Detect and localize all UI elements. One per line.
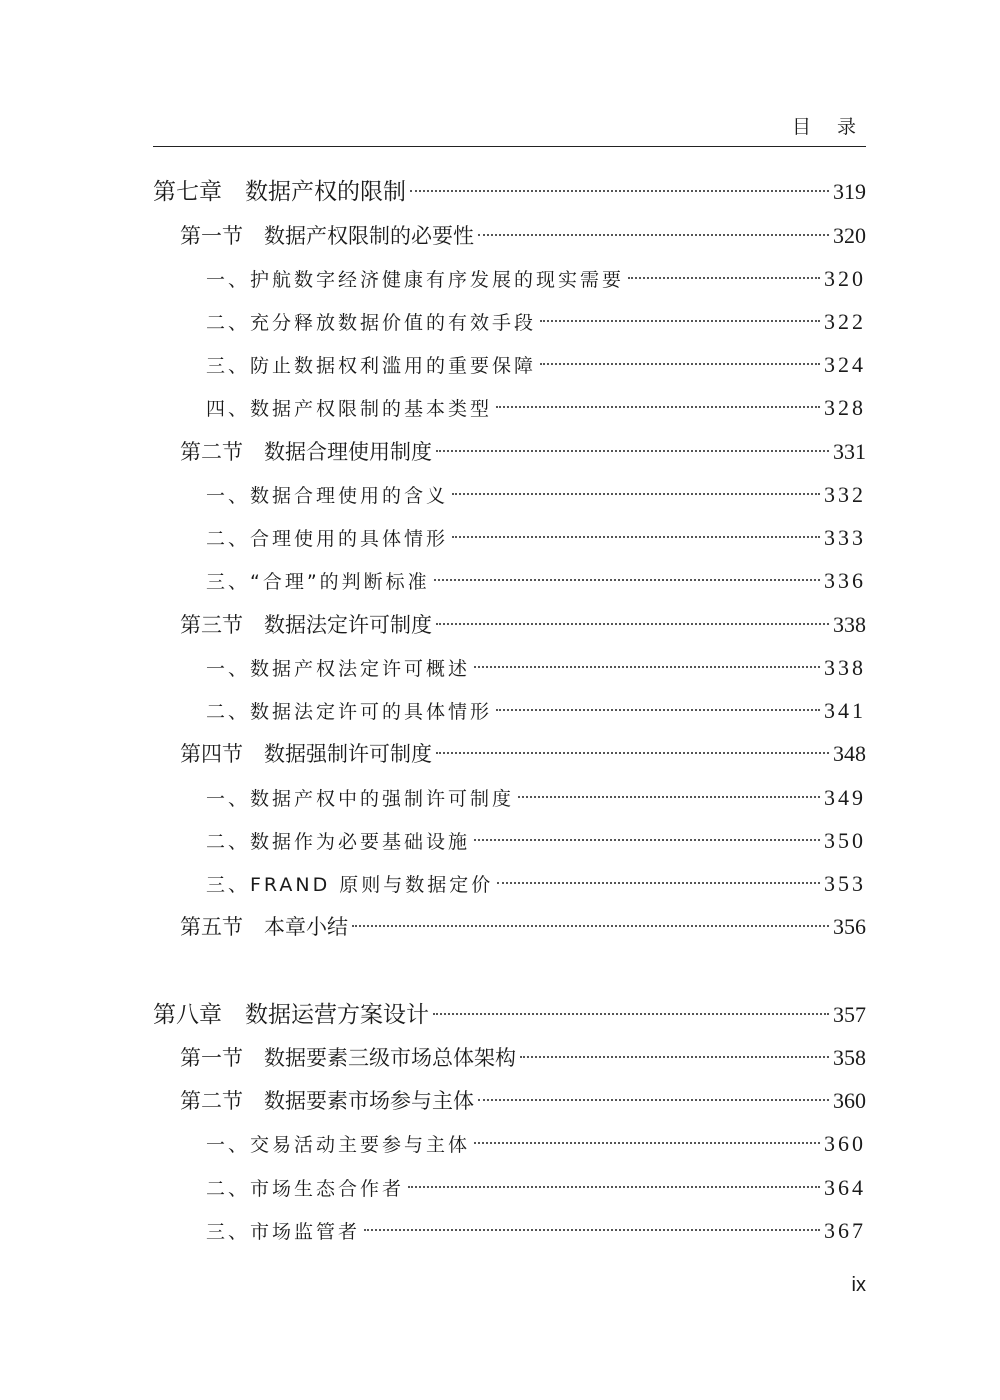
dot-leader <box>436 752 829 754</box>
toc-entry-page-number: 338 <box>824 655 866 680</box>
toc-item-entry <box>206 1213 866 1249</box>
toc-entry-page-number: 333 <box>824 525 866 550</box>
dot-leader <box>352 925 829 927</box>
toc-entry-page-number: 336 <box>824 568 866 593</box>
dot-leader <box>478 1099 829 1101</box>
dot-leader <box>410 190 829 192</box>
toc-item-entry <box>206 477 866 513</box>
toc-entry-page-number: 338 <box>833 612 866 637</box>
toc-entry-page-number: 349 <box>824 785 866 810</box>
toc-section-entry <box>180 1083 866 1119</box>
toc-item-entry <box>206 650 866 686</box>
dot-leader <box>540 320 820 322</box>
toc-chapter-entry <box>153 997 866 1033</box>
toc-entry-page-number: 357 <box>833 1002 866 1027</box>
toc-entry-title: 第三节 数据法定许可制度 <box>180 613 432 637</box>
dot-leader <box>436 623 829 625</box>
toc-section-entry <box>180 607 866 643</box>
toc-entry-title: 一、交易活动主要参与主体 <box>206 1134 471 1156</box>
dot-leader <box>452 493 820 495</box>
toc-entry-title: 第五节 本章小结 <box>180 915 348 939</box>
toc-item-entry <box>206 347 866 383</box>
dot-leader <box>628 277 820 279</box>
toc-section-entry <box>180 909 866 945</box>
toc-section-entry <box>180 1040 866 1076</box>
dot-leader <box>474 666 820 668</box>
toc-entry-title: 二、市场生态合作者 <box>206 1178 405 1200</box>
toc-entry-page-number: 331 <box>833 439 866 464</box>
dot-leader <box>478 234 829 236</box>
toc-entry-title: 三、防止数据权利滥用的重要保障 <box>206 355 537 377</box>
dot-leader <box>474 839 820 841</box>
toc-entry-page-number: 328 <box>824 395 866 420</box>
toc-entry-title: 三、FRAND 原则与数据定价 <box>206 874 494 896</box>
toc-entry-page-number: 350 <box>824 828 866 853</box>
toc-entry-page-number: 320 <box>833 223 866 248</box>
dot-leader <box>496 709 820 711</box>
toc-entry-page-number: 360 <box>824 1131 866 1156</box>
page-number: ix <box>851 1274 866 1296</box>
dot-leader <box>540 363 820 365</box>
toc-entry-title: 四、数据产权限制的基本类型 <box>206 398 493 420</box>
toc-entry-title: 第二节 数据合理使用制度 <box>180 440 432 464</box>
toc-item-entry <box>206 780 866 816</box>
toc-entry-title: 三、市场监管者 <box>206 1221 361 1243</box>
dot-leader <box>436 450 829 452</box>
toc-entry-title: 二、数据作为必要基础设施 <box>206 831 471 853</box>
toc-section-entry <box>180 736 866 772</box>
toc-entry-title: 第四节 数据强制许可制度 <box>180 742 432 766</box>
toc-section-entry <box>180 434 866 470</box>
toc-entry-title: 二、数据法定许可的具体情形 <box>206 701 493 723</box>
dot-leader <box>433 1013 829 1015</box>
toc-entry-title: 第一节 数据要素三级市场总体架构 <box>180 1046 516 1070</box>
dot-leader <box>408 1186 820 1188</box>
toc-entry-page-number: 320 <box>824 266 866 291</box>
toc-item-entry <box>206 261 866 297</box>
toc-entry-page-number: 360 <box>833 1088 866 1113</box>
toc-entry-title: 一、数据产权法定许可概述 <box>206 658 471 680</box>
toc-entry-title: 三、“合理”的判断标准 <box>206 571 430 593</box>
toc-entry-title: 一、数据产权中的强制许可制度 <box>206 788 515 810</box>
toc-entry-title: 第七章 数据产权的限制 <box>153 179 406 205</box>
toc-item-entry <box>206 823 866 859</box>
toc-entry-page-number: 324 <box>824 352 866 377</box>
toc-item-entry <box>206 520 866 556</box>
toc-entry-page-number: 319 <box>833 179 866 204</box>
toc-entry-page-number: 358 <box>833 1045 866 1070</box>
toc-entry-page-number: 356 <box>833 914 866 939</box>
running-head-title: 目 录 <box>791 116 866 138</box>
dot-leader <box>496 406 820 408</box>
toc-section-entry <box>180 218 866 254</box>
toc-entry-page-number: 353 <box>824 871 866 896</box>
toc-entry-title: 二、合理使用的具体情形 <box>206 528 449 550</box>
dot-leader <box>518 796 820 798</box>
toc-entry-page-number: 341 <box>824 698 866 723</box>
dot-leader <box>520 1056 829 1058</box>
toc-entry-page-number: 367 <box>824 1218 866 1243</box>
toc-entry-page-number: 348 <box>833 741 866 766</box>
toc-item-entry <box>206 866 866 902</box>
toc-item-entry <box>206 1170 866 1206</box>
dot-leader <box>364 1229 820 1231</box>
toc-entry-title: 第二节 数据要素市场参与主体 <box>180 1089 474 1113</box>
toc-chapter-entry <box>153 174 866 210</box>
toc-entry-title: 一、数据合理使用的含义 <box>206 485 449 507</box>
toc-entry-title: 第一节 数据产权限制的必要性 <box>180 224 474 248</box>
toc-entry-page-number: 332 <box>824 482 866 507</box>
toc-entry-title: 第八章 数据运营方案设计 <box>153 1002 429 1028</box>
dot-leader <box>474 1142 820 1144</box>
toc-entry-page-number: 322 <box>824 309 866 334</box>
toc-item-entry <box>206 693 866 729</box>
dot-leader <box>497 882 820 884</box>
toc-entry-title: 二、充分释放数据价值的有效手段 <box>206 312 537 334</box>
toc-item-entry <box>206 304 866 340</box>
toc-item-entry <box>206 563 866 599</box>
toc-entry-page-number: 364 <box>824 1175 866 1200</box>
dot-leader <box>452 536 820 538</box>
toc-item-entry <box>206 390 866 426</box>
dot-leader <box>434 579 820 581</box>
toc-item-entry <box>206 1126 866 1162</box>
toc-entry-title: 一、护航数字经济健康有序发展的现实需要 <box>206 269 625 291</box>
